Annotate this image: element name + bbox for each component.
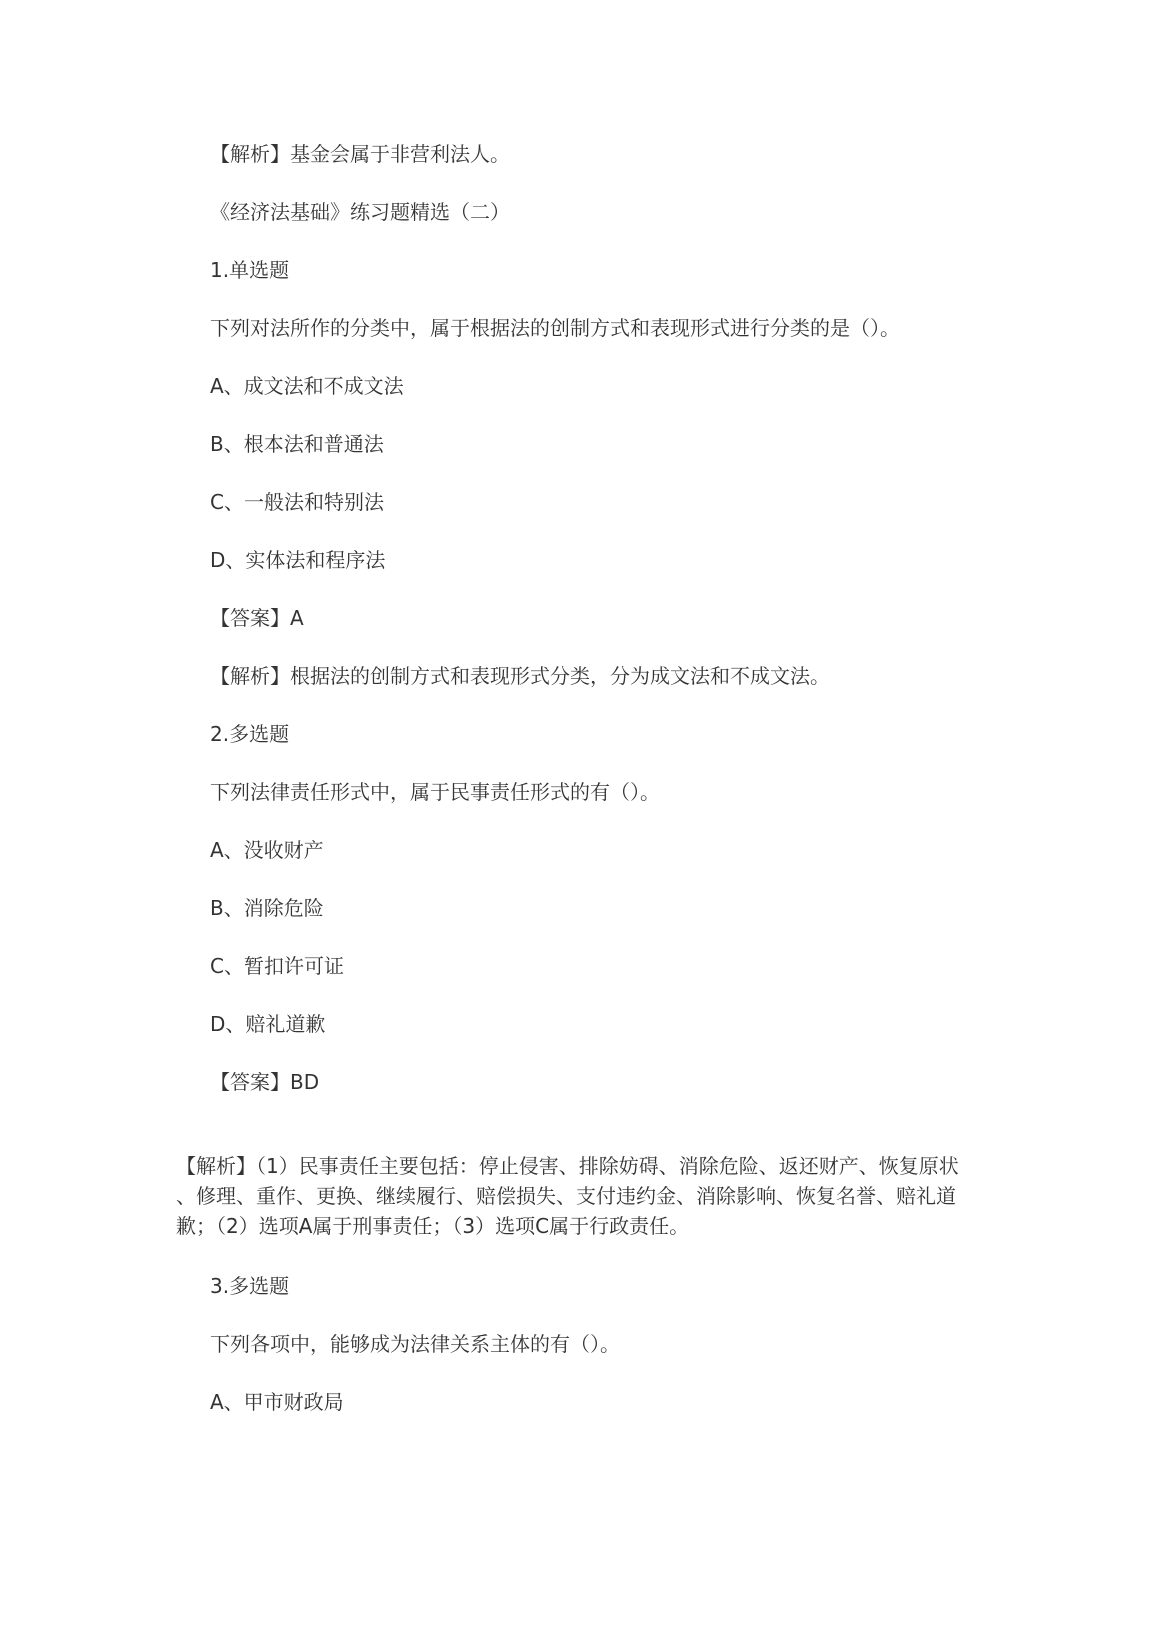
question-stem: 下列各项中，能够成为法律关系主体的有（）。 bbox=[210, 1332, 620, 1356]
option-c: C、暂扣许可证 bbox=[210, 954, 344, 978]
analysis-paragraph-line: 歉；（2）选项A属于刑事责任；（3）选项C属于行政责任。 bbox=[176, 1214, 690, 1238]
analysis-paragraph bbox=[176, 1151, 976, 1241]
analysis-paragraph-line: 【解析】（1）民事责任主要包括：停止侵害、排除妨碍、消除危险、返还财产、恢复原状 bbox=[176, 1154, 959, 1178]
option-a: A、甲市财政局 bbox=[210, 1390, 344, 1414]
option-a: A、没收财产 bbox=[210, 838, 324, 862]
question-type: 2.多选题 bbox=[210, 722, 290, 746]
option-d: D、赔礼道歉 bbox=[210, 1012, 326, 1036]
question-stem: 下列对法所作的分类中，属于根据法的创制方式和表现形式进行分类的是（）。 bbox=[210, 316, 900, 340]
analysis-text: 【解析】根据法的创制方式和表现形式分类，分为成文法和不成文法。 bbox=[210, 664, 830, 688]
option-b: B、根本法和普通法 bbox=[210, 432, 384, 456]
answer: 【答案】A bbox=[210, 606, 304, 630]
section-title: 《经济法基础》练习题精选（二） bbox=[210, 200, 510, 224]
analysis-text: 【解析】基金会属于非营利法人。 bbox=[210, 142, 510, 166]
option-a: A、成文法和不成文法 bbox=[210, 374, 404, 398]
question-type: 3.多选题 bbox=[210, 1274, 290, 1298]
question-type: 1.单选题 bbox=[210, 258, 290, 282]
option-c: C、一般法和特别法 bbox=[210, 490, 384, 514]
analysis-paragraph-line: 、修理、重作、更换、继续履行、赔偿损失、支付违约金、消除影响、恢复名誉、赔礼道 bbox=[176, 1184, 956, 1208]
option-b: B、消除危险 bbox=[210, 896, 324, 920]
answer: 【答案】BD bbox=[210, 1070, 320, 1094]
question-stem: 下列法律责任形式中，属于民事责任形式的有（）。 bbox=[210, 780, 660, 804]
option-d: D、实体法和程序法 bbox=[210, 548, 386, 572]
